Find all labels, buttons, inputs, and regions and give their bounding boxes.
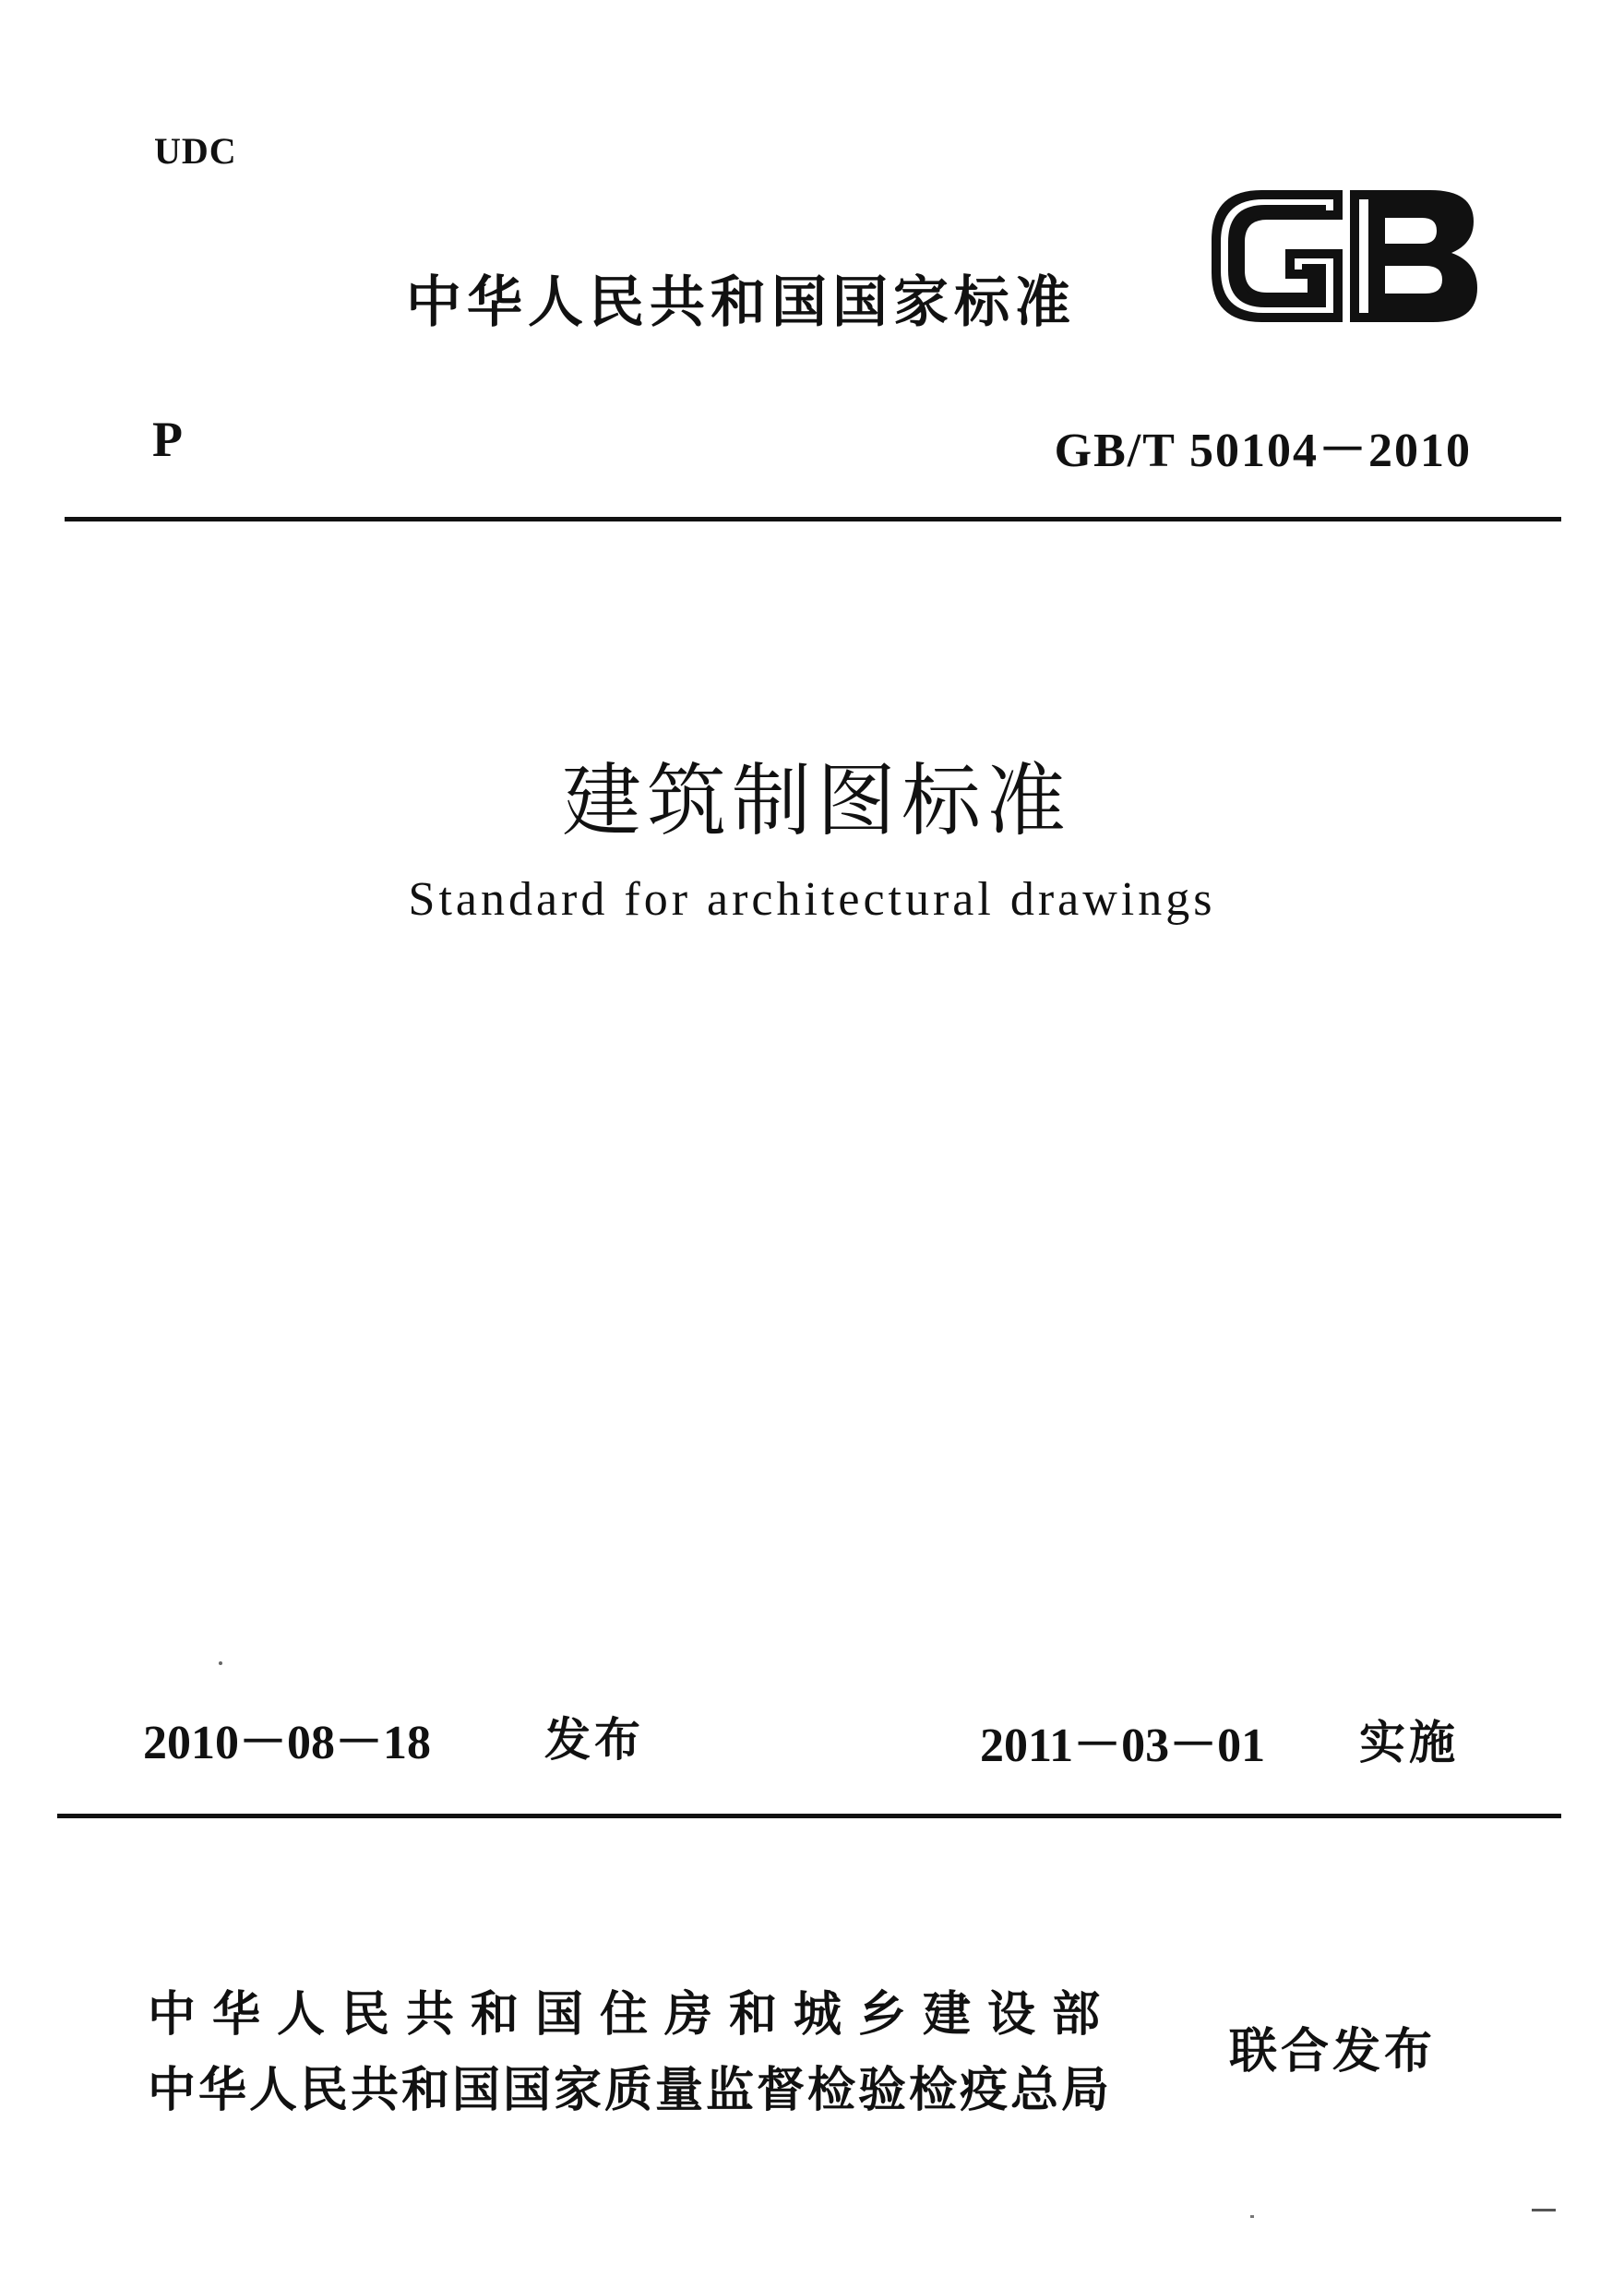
issue-date: 2010－08－18 — [143, 1717, 432, 1769]
joint-publication-label: 联合发布 — [1229, 2024, 1437, 2079]
bottom-divider — [57, 1814, 1561, 1818]
title-chinese: 建筑制图标准 — [562, 755, 1071, 847]
gb-logo-b-letter — [1350, 190, 1477, 322]
speck — [1250, 2215, 1254, 2218]
implementation-date: 2011－03－01 — [980, 1720, 1266, 1772]
udc-label: UDC — [154, 130, 237, 172]
issue-label: 发布 — [544, 1713, 644, 1767]
gb-logo-g-letter — [1212, 190, 1343, 322]
publisher-aqsiq: 中华人民共和国国家质量监督检验检疫总局 — [148, 2063, 1113, 2118]
classification-code: P — [152, 412, 183, 467]
speck — [219, 1661, 222, 1665]
speck — [1532, 2209, 1556, 2211]
standard-number: GB/T 50104－2010 — [1054, 425, 1472, 477]
title-english: Standard for architectural drawings — [408, 873, 1216, 926]
standard-type-heading: 中华人民共和国国家标准 — [406, 270, 1076, 335]
publisher-ministry-housing: 中华人民共和国住房和城乡建设部 — [148, 1987, 1117, 2043]
gb-logo — [1204, 185, 1481, 328]
top-divider — [65, 517, 1561, 521]
implementation-label: 实施 — [1359, 1716, 1459, 1769]
